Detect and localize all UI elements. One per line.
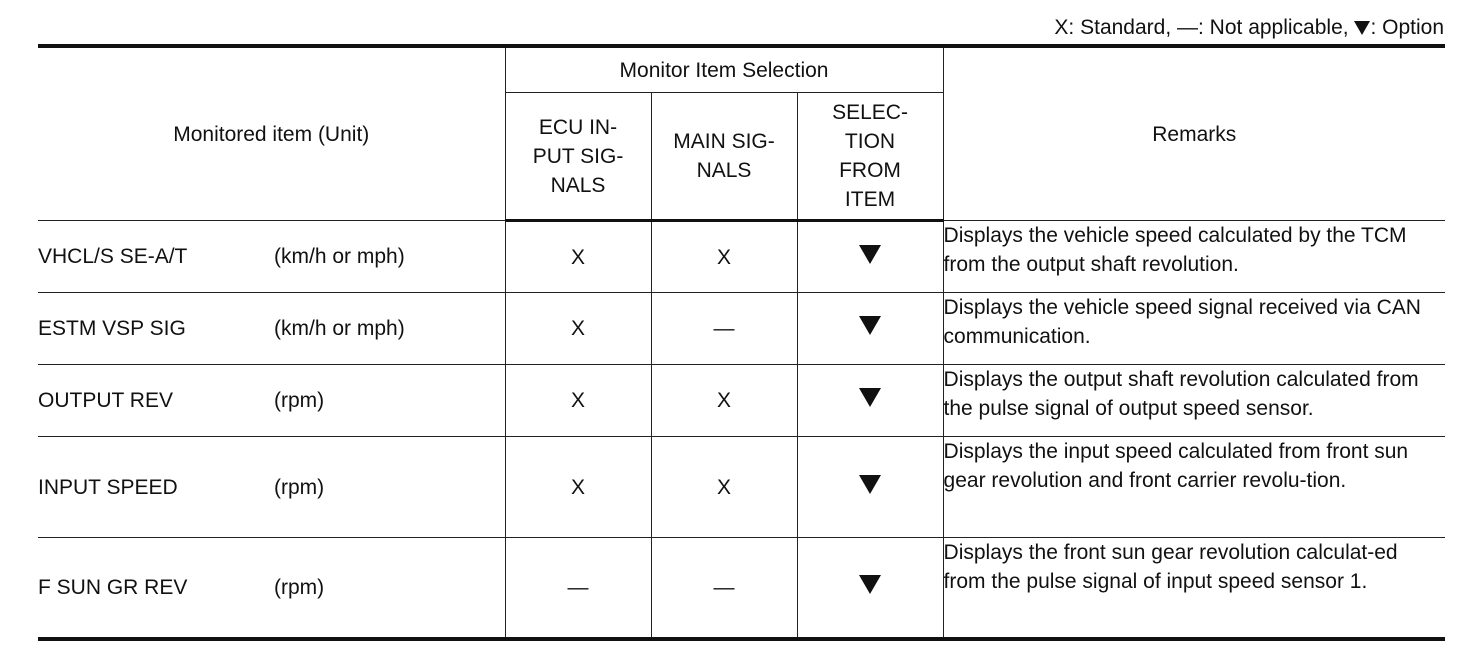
down-triangle-icon bbox=[1354, 21, 1370, 35]
selection-from-item-cell bbox=[797, 437, 943, 538]
header-main-signals-text: MAIN SIG- NALS bbox=[673, 130, 775, 182]
item-name: INPUT SPEED bbox=[38, 475, 178, 499]
legend-standard: X: Standard, bbox=[1054, 16, 1172, 39]
ecu-input-signals-cell: X bbox=[505, 221, 651, 293]
header-selection-from-item bbox=[797, 93, 943, 221]
main-signals-cell: — bbox=[651, 538, 797, 639]
item-name: VHCL/S SE-A/T bbox=[38, 245, 188, 268]
main-signals-cell: X bbox=[651, 365, 797, 437]
item-unit: (rpm) bbox=[274, 475, 325, 499]
monitored-item-cell bbox=[38, 221, 505, 293]
remarks-cell: Displays the front sun gear revolution calculat-ed from the pulse signal of input speed sensor 1. bbox=[943, 538, 1445, 639]
ecu-input-signals-cell: X bbox=[505, 365, 651, 437]
monitored-item-cell bbox=[38, 437, 505, 538]
remarks-cell: Displays the input speed calculated from front sun gear revolution and front carrier revolu-tion. bbox=[943, 437, 1445, 538]
item-name: OUTPUT REV bbox=[38, 389, 173, 412]
main-signals-cell: X bbox=[651, 437, 797, 538]
table-row bbox=[38, 221, 1445, 293]
header-ecu-input-signals-text: ECU IN- PUT SIG- NALS bbox=[532, 115, 624, 197]
main-signals-cell: X bbox=[651, 221, 797, 293]
item-unit: (km/h or mph) bbox=[274, 245, 405, 268]
header-monitor-item-selection: Monitor Item Selection bbox=[505, 46, 943, 93]
monitored-item-cell bbox=[38, 538, 505, 639]
selection-from-item-cell bbox=[797, 365, 943, 437]
legend-na: —: Not applicable, bbox=[1171, 16, 1349, 39]
down-triangle-icon bbox=[859, 475, 881, 494]
table-row bbox=[38, 538, 1445, 639]
item-name: F SUN GR REV bbox=[38, 575, 188, 599]
remarks-cell: Displays the output shaft revolution calculated from the pulse signal of output speed sensor. bbox=[943, 365, 1445, 437]
ecu-input-signals-cell: — bbox=[505, 538, 651, 639]
down-triangle-icon bbox=[859, 575, 881, 594]
legend bbox=[1054, 14, 1444, 42]
monitored-item-cell bbox=[38, 293, 505, 365]
down-triangle-icon bbox=[859, 388, 881, 407]
legend-option: : Option bbox=[1370, 16, 1444, 39]
remarks-cell: Displays the vehicle speed calculated by the TCM from the output shaft revolution. bbox=[943, 221, 1445, 293]
selection-from-item-cell bbox=[797, 538, 943, 639]
selection-from-item-cell bbox=[797, 221, 943, 293]
header-main-signals bbox=[651, 93, 797, 221]
ecu-input-signals-cell: X bbox=[505, 293, 651, 365]
main-signals-cell: — bbox=[651, 293, 797, 365]
table-row bbox=[38, 365, 1445, 437]
remarks-cell: Displays the vehicle speed signal received via CAN communication. bbox=[943, 293, 1445, 365]
header-remarks: Remarks bbox=[943, 46, 1445, 221]
down-triangle-icon bbox=[859, 316, 881, 335]
selection-from-item-cell bbox=[797, 293, 943, 365]
down-triangle-icon bbox=[859, 245, 881, 264]
item-name: ESTM VSP SIG bbox=[38, 317, 186, 340]
item-unit: (rpm) bbox=[274, 389, 325, 412]
item-unit: (km/h or mph) bbox=[274, 317, 405, 340]
header-selection-from-item-text: SELEC- TION FROM ITEM bbox=[832, 101, 908, 211]
ecu-input-signals-cell: X bbox=[505, 437, 651, 538]
item-unit: (rpm) bbox=[274, 575, 325, 599]
monitored-item-cell bbox=[38, 365, 505, 437]
table-row bbox=[38, 437, 1445, 538]
table-row bbox=[38, 293, 1445, 365]
monitor-item-table bbox=[38, 44, 1445, 641]
header-ecu-input-signals bbox=[505, 93, 651, 221]
header-monitored-item: Monitored item (Unit) bbox=[38, 46, 505, 221]
